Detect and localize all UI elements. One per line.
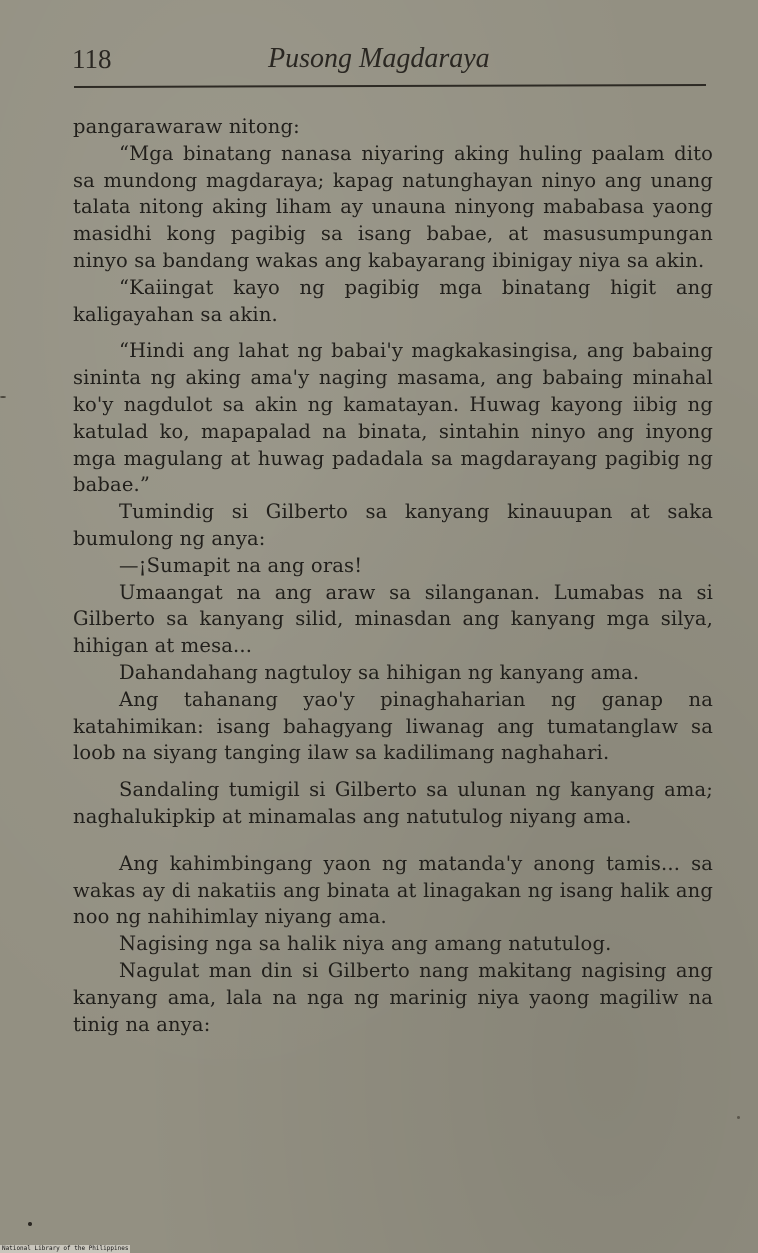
ink-speck xyxy=(0,396,6,398)
paragraph-11: Ang kahimbingang yaon ng matanda'y anong tamis... sa wakas ay di nakatiis ang binata at linagakan ng isang halik ang noo ng nahihimlay niyang ama. xyxy=(73,851,713,929)
paragraph-9: Ang tahanang yao'y pinaghaharian ng ganap na katahimikan: isang bahagyang liwanag ang tumatanglaw sa loob na siyang tanging ilaw sa kadilimang naghahari. xyxy=(73,687,713,765)
paragraph-4: “Hindi ang lahat ng babai'y magkakasingisa, ang babaing sininta ng aking ama'y naging masama, ang babaing minahal ko'y nagdulot sa akin ng kamatayan. Huwag kayong iibig ng katulad ko, mapapalad na binata, sintahin ninyo ang inyong mga magulang at huwag padadala sa magdarayang pagibig ng babae.” xyxy=(73,339,713,497)
header-rule xyxy=(74,84,706,88)
paragraph-5: Tumindig si Gilberto sa kanyang kinauupan at saka bumulong ng anya: xyxy=(73,500,713,550)
paragraph-10: Sandaling tumigil si Gilberto sa ulunan ng kanyang ama; naghalukipkip at minamalas ang natutulog niyang ama. xyxy=(73,778,713,828)
page-number: 118 xyxy=(72,44,112,74)
page-header xyxy=(72,44,712,78)
paragraph-8: Dahandahang nagtuloy sa hihigan ng kanyang ama. xyxy=(119,660,640,684)
paragraph-3: “Kaiingat kayo ng pagibig mga binatang higit ang kaligayahan sa akin. xyxy=(73,275,713,326)
running-title: Pusong Magdaraya xyxy=(268,43,490,74)
paragraph-7: Umaangat na ang araw sa silanganan. Lumabas na si Gilberto sa kanyang silid, minasdan ang kanyang mga silya, hihigan at mesa... xyxy=(73,580,713,658)
ink-speck xyxy=(737,1116,740,1119)
library-credit: National Library of the Philippines xyxy=(2,1245,129,1252)
paragraph-13: Nagulat man din si Gilberto nang makitang nagising ang kanyang ama, lala na nga ng marinig niya yaong magiliw na tinig na anya: xyxy=(73,958,713,1036)
paragraph-6: —¡Sumapit na ang oras! xyxy=(119,553,363,577)
paragraph-12: Nagising nga sa halik niya ang amang natutulog. xyxy=(119,932,612,956)
paragraph-1: pangarawaraw nitong: xyxy=(73,115,300,138)
paragraph-2: “Mga binatang nanasa niyaring aking huling paalam dito sa mundong magdaraya; kapag natunghayan ninyo ang unang talata nitong aking liham ay unauna ninyong mababasa yaong masidhi kong pagibig sa isang babae, at masusumpungan ninyo sa bandang wakas ang kabayarang ibinigay niya sa akin. xyxy=(73,141,713,272)
body-text xyxy=(73,114,713,1038)
ink-speck xyxy=(28,1222,32,1226)
